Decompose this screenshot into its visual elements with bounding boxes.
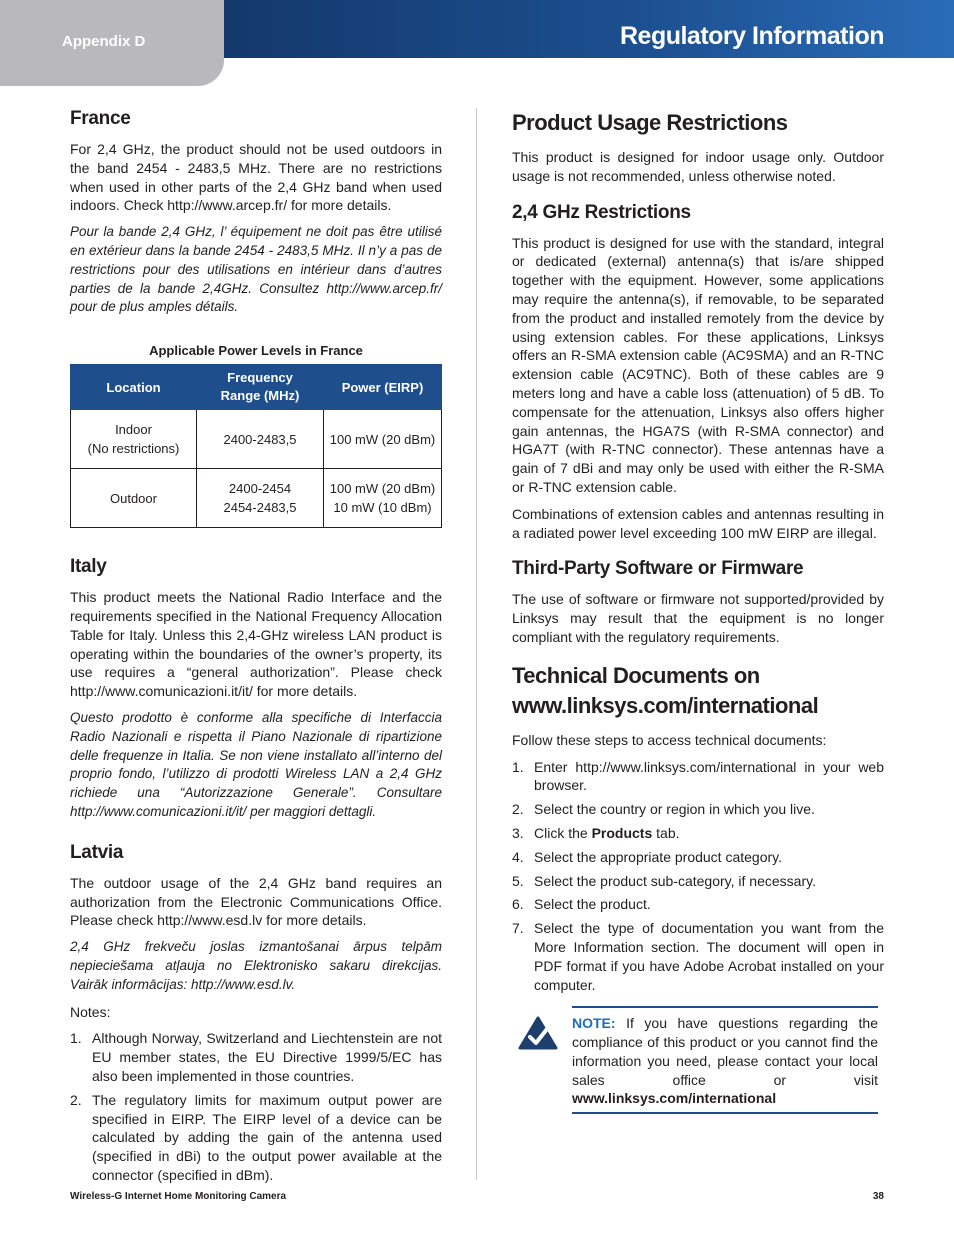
list-item: 1. Although Norway, Switzerland and Liechtenstein are not EU member states, the EU Directive 1999/5/EC has also been implemented in those countries.: [70, 1030, 442, 1084]
table-row: [71, 410, 442, 469]
france-paragraph-french: Pour la bande 2,4 GHz, l’ équipement ne doit pas être utilisé en extérieur dans la bande 2454 - 2483,5 MHz. Il n’y a pas de restrictions pour des utilisations en intérieur dans d’autres parties de la bande 2,4GHz. Consultez http://www.arcep.fr/ pour de plus amples détails.: [70, 224, 442, 315]
list-item: 2. The regulatory limits for maximum output power are specified in EIRP. The EIRP level of a device can be calculated by adding the gain of the antenna used (specified in dBi) to the output power available at the connector (specified in dBm).: [70, 1091, 442, 1183]
france-paragraph: For 2,4 GHz, the product should not be used outdoors in the band 2454 - 2483,5 MHz. There are no restrictions when used in other parts of the 2,4 GHz band when used indoors. Check http://www.arcep.fr/ for more details.: [70, 141, 442, 214]
ghz-paragraph-2: Combinations of extension cables and antennas resulting in a radiated power level exceeding 100 mW EIRP are illegal.: [512, 505, 884, 541]
third-party-heading: Third-Party Software or Firmware: [512, 558, 804, 580]
steps-list: [512, 758, 884, 995]
table-cell-power: 100 mW (20 dBm) 10 mW (10 dBm): [324, 469, 442, 528]
ghz-paragraph: This product is designed for use with the standard, integral or dedicated (external) antenna(s) that is/are shipped together with the equipment. However, some applications may require the antenna(s), if removable, to be separated from the product and installed remotely from the device by using extension cables. For these applications, Linksys offers an R-SMA extension cable (AC9SMA) and an R-TNC extension cable (AC9TNC). Both of these cables are 9 meters long and have a cable loss (attenuation) of 5 dB. To compensate for the attenuation, Linksys also offers higher gain antennas, the HGA7S (with R-SMA connector) and HGA7T (with R-TNC connector). These antennas have a gain of 7 dBi and may only be used with either the R-SMA or R-TNC extension cable.: [512, 234, 884, 495]
list-item: 5. Select the product sub-category, if necessary.: [512, 872, 816, 889]
italy-paragraph: This product meets the National Radio Interface and the requirements specified in the National Frequency Allocation Table for Italy. Unless this 2,4-GHz wireless LAN product is operating within the boundaries of the owner’s property, its use requires a “general authorization”. Please check http://www.comunicazioni.it/it/ for more details.: [70, 589, 442, 700]
header-tab: [0, 0, 224, 86]
power-levels-table: [70, 364, 442, 528]
page-title: Regulatory Information: [619, 22, 884, 50]
appendix-label: Appendix D: [62, 33, 146, 50]
tech-docs-heading: Technical Documents on www.linksys.com/international: [512, 662, 819, 718]
third-party-paragraph: The use of software or firmware not supported/provided by Linksys may result that the equipment is no longer compliant with the regulatory requirements.: [512, 591, 884, 645]
list-item: 4. Select the appropriate product category.: [512, 848, 783, 865]
list-item: 1. Enter http://www.linksys.com/international in your web browser.: [512, 758, 884, 794]
table-cell-location: Outdoor: [71, 469, 197, 528]
list-item: 7. Select the type of documentation you want from the More Information section. The document will open in PDF format if you have Adobe Acrobat installed on your computer.: [512, 920, 884, 993]
ghz-heading: 2,4 GHz Restrictions: [512, 201, 691, 223]
latvia-paragraph: The outdoor usage of the 2,4 GHz band requires an authorization from the Electronic Communications Office. Please check http://www.esd.lv for more details.: [70, 874, 442, 929]
table-cell-frequency: 2400-2454 2454-2483,5: [197, 469, 324, 528]
table-caption: Applicable Power Levels in France: [149, 343, 363, 359]
header-bar: [224, 0, 954, 58]
table-header-power: Power (EIRP): [324, 365, 442, 410]
notes-list: [70, 1029, 442, 1184]
note-label: NOTE:: [572, 1015, 616, 1032]
notes-label: Notes:: [70, 1003, 111, 1020]
column-divider: [476, 108, 477, 1180]
latvia-paragraph-latvian: 2,4 GHz frekveču joslas izmantošanai ārpus telpām nepieciešama atļauja no Elektronisko sakaru direkcijas. Vairāk informācijas: http://www.esd.lv.: [70, 939, 442, 992]
table-row: [71, 469, 442, 528]
table-cell-power: 100 mW (20 dBm): [324, 410, 442, 469]
table-header-frequency: Frequency Range (MHz): [197, 365, 324, 410]
usage-paragraph: This product is designed for indoor usage only. Outdoor usage is not recommended, unless otherwise noted.: [512, 149, 884, 184]
latvia-heading: Latvia: [70, 841, 124, 863]
usage-heading: Product Usage Restrictions: [512, 110, 788, 135]
left-column: [70, 108, 442, 1190]
table-header-location: Location: [71, 365, 197, 410]
right-column: [512, 108, 884, 1118]
footer-product: Wireless-G Internet Home Monitoring Camera: [70, 1191, 287, 1202]
table-cell-location: Indoor (No restrictions): [71, 410, 197, 469]
list-item: 6. Select the product.: [512, 896, 651, 913]
italy-paragraph-italian: Questo prodotto è conforme alla specifiche di Interfaccia Radio Nazionali e rispetta il Piano Nazionale di ripartizione delle frequenze in Italia. Se non viene installato all’interno del proprio fondo, l’utilizzo di prodotti Wireless LAN a 2,4 GHz richiede una “Autorizzazione Generale”. Consultare http://www.comunicazioni.it/it/ per maggiori dettagli.: [70, 709, 442, 819]
checkmark-icon: [518, 1016, 558, 1055]
france-heading: France: [70, 108, 131, 129]
note-text: NOTE: If you have questions regarding the compliance of this product or you cannot find the information you need, please contact your local sales office or visit www.linksys.com/international: [572, 1015, 878, 1107]
table-cell-frequency: 2400-2483,5: [197, 410, 324, 469]
note-box: [512, 1006, 884, 1118]
note-link[interactable]: www.linksys.com/international: [572, 1090, 777, 1107]
list-item: 3. Click the Products tab.: [512, 824, 680, 841]
list-item: 2. Select the country or region in which you live.: [512, 801, 815, 818]
tech-docs-intro: Follow these steps to access technical documents:: [512, 731, 827, 748]
italy-heading: Italy: [70, 556, 107, 578]
page-number: 38: [872, 1191, 884, 1202]
